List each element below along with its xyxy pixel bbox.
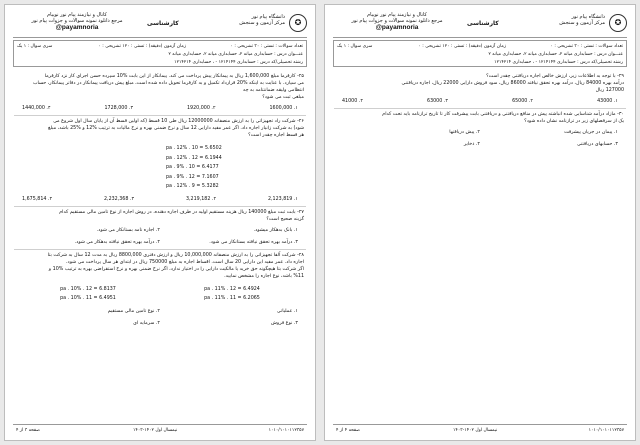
factor-row: pa . 11% . 12 = 6.4924: [204, 286, 260, 292]
option-4[interactable]: ۴. ذخایر: [463, 142, 480, 147]
question-series: سری سوال : ۱ یک: [337, 44, 373, 49]
option-3[interactable]: ۳. 63000: [427, 99, 448, 104]
option-3[interactable]: ۳. نوع فروش: [271, 320, 298, 326]
question-28: [14, 250, 306, 330]
university-block: [517, 14, 605, 27]
options-row: [336, 98, 624, 105]
exam-page-right: [324, 4, 636, 441]
options-row: [16, 105, 304, 112]
page-footer: [333, 424, 627, 436]
page-header: [333, 11, 627, 38]
option-4[interactable]: ۴. 1,675,814: [22, 196, 53, 202]
questions-area: [14, 71, 306, 422]
option-4[interactable]: ۴. 1440,000: [22, 106, 51, 111]
page-number: صفحه ۴ از ۴: [336, 428, 360, 433]
question-count: تعداد سوالات : تستی : ۳۰ تشریحی : ۰: [230, 44, 303, 49]
factor-table: [16, 285, 304, 304]
option-1[interactable]: ۱. پیمان در جریان پیشرفت: [564, 130, 618, 135]
university-name: دانشگاه پیام نور: [251, 14, 285, 20]
question-text: ۲۵- کارفرما مبلغ 1,600,000 ریال به پیمانکار پیش پرداخت می کند. پیمانکار از این بابت %10 سپرده حسن اجرای کار نزد کارفرما می سپارد. با عنایت به اینکه %20 قرارداد تکمیل و به کارفرما تحویل داده شده است، مبلغ پیش دریافت پیمانکار در دفاتر پیمانکار، حساب انتظامی ولیقه ضمانتنامه به چه مبلغی ثبت می شود؟: [33, 74, 304, 100]
factor-column-right: [204, 285, 260, 304]
brand-block: [13, 12, 141, 31]
university-seal-icon: ✪: [289, 14, 307, 32]
brand-handle: @payamnoria: [55, 23, 99, 31]
exam-page-left: [4, 4, 316, 441]
page-number: صفحه ۳ از ۴: [16, 428, 40, 433]
option-2[interactable]: ۲. 65000: [512, 99, 533, 104]
question-30: [334, 109, 626, 151]
options-grid: [336, 129, 624, 148]
question-25: [14, 71, 306, 116]
factor-table: [166, 144, 234, 192]
factor-row: pa . 9% . 10 = 6.4177: [166, 165, 219, 170]
exam-time: زمان آزمون (دقیقه) : تستی : ۱۲۰ تشریحی : ۰: [418, 44, 506, 49]
factor-row: pa . 12% . 12 = 6.1944: [166, 155, 222, 161]
university-center: مرکز آزمون و سنجش: [239, 20, 285, 27]
option-2[interactable]: ۲. 3,219,182: [185, 196, 217, 202]
option-3[interactable]: ۳. درآمد بهره تحقق نیافته بستانکار می شود.: [209, 239, 298, 245]
question-text: ۲۷- بابت ثبت مبلغ 140000 ریال هزینه مستقیم اولیه در طرف اجاره دهنده، در روش اجاره از نوع تامین مالی مستقیم کدام گزینه صحیح است؟: [59, 209, 304, 222]
factor-column-left: [60, 285, 116, 304]
question-26: [14, 116, 306, 207]
option-1[interactable]: ۱. بانک بدهکار میشود.: [253, 227, 298, 233]
brand-line-2: مرجع دانلود نمونه سوالات و جزوات پیام نور: [31, 18, 123, 25]
page-header: [13, 11, 307, 38]
factor-row: pa . 10% . 12 = 6.8137: [60, 286, 116, 292]
options-row: [16, 196, 304, 203]
brand-line-1: کانال و نیازمند پیام نور نوپیام: [47, 12, 107, 18]
factor-row: pa . 9% . 12 = 7.1607: [166, 174, 219, 180]
option-2[interactable]: ۲. 1920,000: [186, 106, 216, 111]
exam-code: ۱۰۱۰/۱۰۱۰۱۱۲۳۵۷: [588, 428, 624, 433]
university-center: مرکز آزمون و سنجش: [559, 20, 605, 27]
option-4[interactable]: ۴. سرمایه ای: [133, 320, 160, 326]
field-course-code: رشته تحصیلی/کد درس : حسابداری ۱۲۱۴۱۴۴ - ، حسابداری ۱۲۱۴۲۱۴: [174, 60, 303, 65]
course-title: عنـــوان درس : حسابداری میانه ۲، حسابداری میانه ۲، حسابداری میانه ۲: [488, 52, 623, 57]
option-3[interactable]: ۳. 2,232,368: [104, 196, 135, 202]
university-name: دانشگاه پیام نور: [571, 14, 605, 20]
question-series: سری سوال : ۱ یک: [17, 44, 53, 49]
question-27: [14, 207, 306, 250]
brand-line-1: کانال و نیازمند پیام نور نوپیام: [367, 12, 427, 18]
factor-row: pa . 12% . 9 = 5.3282: [166, 184, 219, 189]
university-seal-icon: ✪: [609, 14, 627, 32]
question-text: ۲۸- شرکت آلفا تجهیزاتی را به ارزش منصفانه 10,000,000 ریال و ارزش دفتری 8800,000 ریال به مدت 12 سال به شرکت بتا اجاره داد. عمر مفید این دارایی 20 سال است. اقساط اجاره به مبلغ 750000 ریال در ابتدای هر سال پرداخت می شود. اگر شرکت بتا هیچگونه حق خرید یا مالکیت دارایی را در اختیار ندارد، اگر نرخ ضمنی بهره و نرخ استقراضی بهره به ترتیب %10 و %11 باشد، نوع اجاره را مشخص نمایید.: [47, 252, 304, 279]
brand-handle: @payamnoria: [375, 23, 419, 31]
question-text: ۳۰- مازاد درآمد شناسایی شده انباشته پیش در منافع دریافتنی و دریافتنی بابت پیشرفت کار تا تاریخ ترازنامه باید تحت کدام یک از سرفصلهای زیر در ترازنامه نشان داده شود؟: [382, 112, 624, 124]
question-text: ۲۶- شرکت راد تجهیزاتی را به ارزش منصفانه 12000000 ریال طی 10 قسط (که اولین قسط آن از پایان سال اول شروع می شود) به شرکت زانیار اجاره داد. اگر عمر مفید دارایی 12 سال و نرخ ضمنی بهره و نرخ مالیات به ترتیب %12 و %25 باشد، مبلغ هر قسط اجاره چقدر است؟: [48, 119, 304, 138]
degree-label: کارشناسی: [467, 20, 499, 27]
degree-label: کارشناسی: [147, 20, 179, 27]
option-4[interactable]: ۴. درآمد بهره تحقق نیافته بدهکار می شود.: [74, 239, 160, 245]
option-2[interactable]: ۲. اجاره نامه بستانکار می شود.: [96, 227, 160, 233]
course-title: عنـــوان درس : حسابداری میانه ۲، حسابداری میانه ۲، حسابداری میانه ۲: [168, 52, 303, 57]
brand-block: [333, 12, 461, 31]
factor-row: pa . 11% . 11 = 6.2065: [204, 296, 260, 301]
option-1[interactable]: ۱. 43000: [597, 99, 618, 104]
factor-row: pa . 10% . 11 = 6.4951: [60, 296, 116, 301]
exam-time: زمان آزمون (دقیقه) : تستی : ۱۲۰ تشریحی : ۰: [98, 44, 186, 49]
option-1[interactable]: ۱. 1600,000: [269, 106, 298, 111]
exam-code: ۱۰۱۰/۱۰۱۰۱۱۲۳۵۷: [268, 428, 304, 433]
exam-info-box: [13, 40, 307, 67]
option-1[interactable]: ۱. عملیاتی: [276, 308, 298, 314]
question-count: تعداد سوالات : تستی : ۳۰ تشریحی : ۰: [550, 44, 623, 49]
question-29: [334, 71, 626, 109]
options-grid: [16, 227, 304, 246]
field-course-code: رشته تحصیلی/کد درس : حسابداری ۱۲۱۴۱۴۴ - ، حسابداری ۱۲۱۴۲۱۴: [494, 60, 623, 65]
factor-row: pa . 12% . 10 = 5.6502: [166, 146, 222, 151]
option-2[interactable]: ۲. نوع تامین مالی مستقیم: [107, 308, 160, 314]
term-label: نیمسال اول ۱۴۰۲-۱۴۰۳: [453, 428, 498, 433]
brand-line-2: مرجع دانلود نمونه سوالات و جزوات پیام نور: [351, 18, 443, 25]
option-2[interactable]: ۲. پیش دریافتها: [449, 130, 480, 135]
question-text: ۲۹- با توجه به اطلاعات زیر، ارزش خالص اجاره دریافتنی چقدر است؟ درآمد بهره 84000 ریال، درآمد بهره تحقق نیافته 86000 ریال، سود فروش دارایی 22000 ریال، اجاره دریافتنی 127000 ریال: [401, 74, 624, 93]
university-block: [197, 14, 285, 27]
page-footer: [13, 424, 307, 436]
term-label: نیمسال اول ۱۴۰۲-۱۴۰۳: [133, 428, 178, 433]
option-3[interactable]: ۳. حسابهای دریافتنی: [576, 142, 618, 147]
exam-info-box: [333, 40, 627, 67]
questions-area: [334, 71, 626, 422]
option-1[interactable]: ۱. 2,123,819: [267, 196, 298, 202]
options-grid: [16, 308, 304, 327]
option-4[interactable]: ۴. 41000: [342, 99, 363, 104]
option-3[interactable]: ۳. 1728,000: [104, 106, 134, 111]
